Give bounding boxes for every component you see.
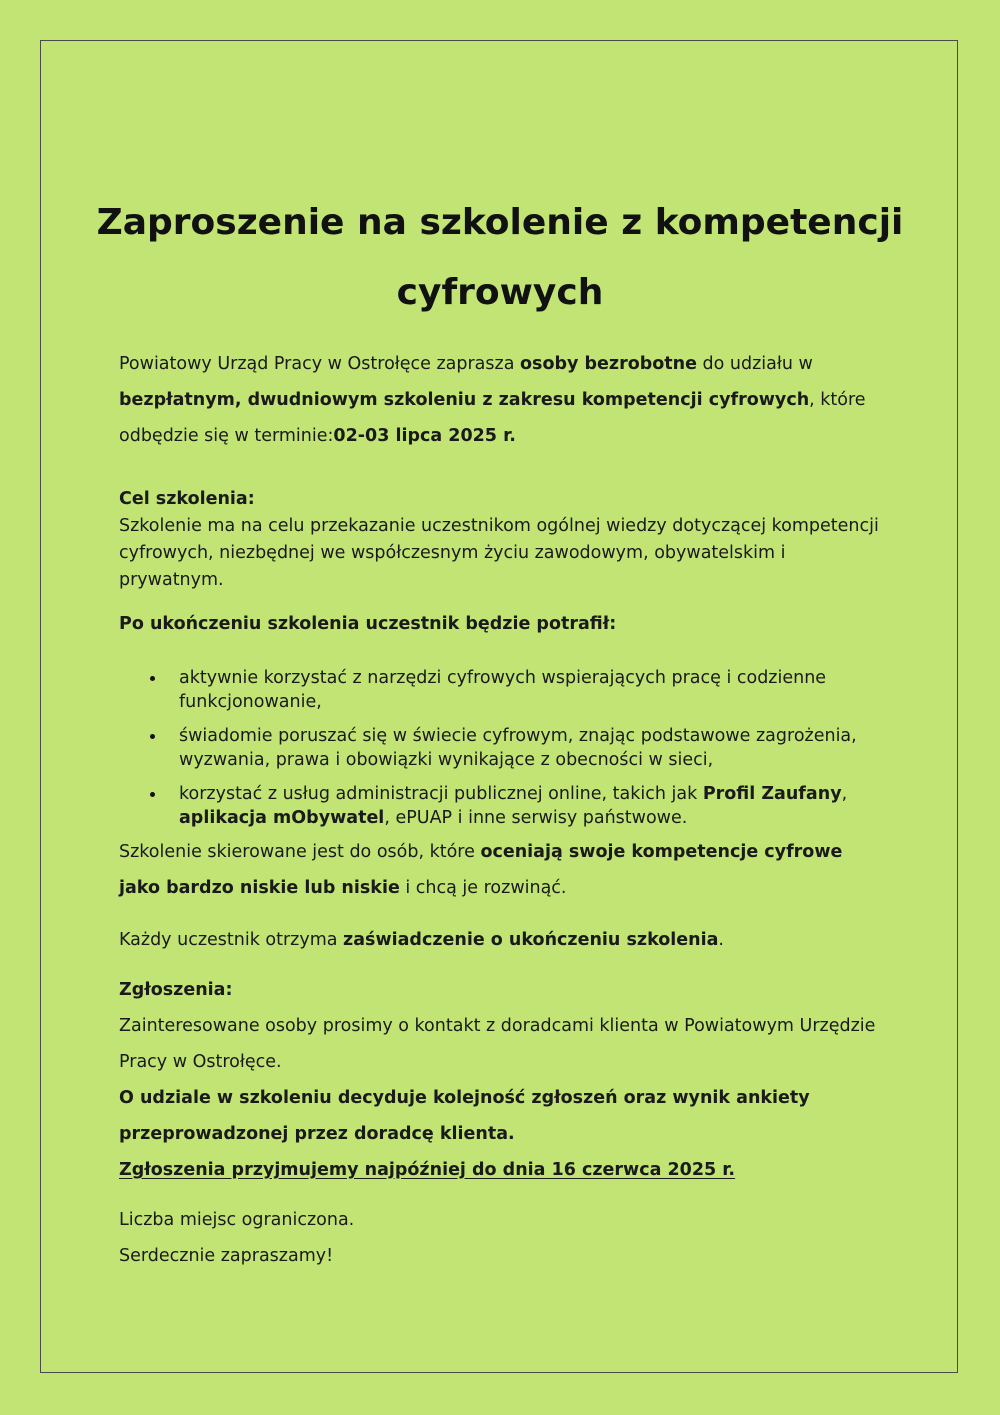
applications-deadline — [119, 1152, 889, 1188]
target-text: i chcą je rozwinąć. — [399, 878, 567, 898]
goal-heading-text: Cel szkolenia: — [119, 489, 255, 509]
intro-bold-audience: osoby bezrobotne — [520, 354, 697, 374]
intro-text: , które odbędzie się w terminie: — [119, 390, 866, 446]
target-bold: oceniają swoje kompetencje cyfrowe jako bardzo niskie lub niskie — [119, 842, 843, 898]
list-item-text: , — [841, 784, 848, 804]
intro-paragraph — [119, 346, 889, 454]
intro-bold-training: bezpłatnym, dwudniowym szkoleniu z zakresu kompetencji cyfrowych — [119, 390, 810, 410]
intro-text: do udziału w — [696, 354, 813, 374]
list-item-bold: aplikacja mObywatel — [179, 808, 385, 828]
certificate-paragraph — [119, 922, 889, 958]
certificate-text: Każdy uczestnik otrzyma — [119, 930, 344, 950]
closing-line-1: Liczba miejsc ograniczona. — [119, 1210, 355, 1230]
list-item-bold: Profil Zaufany — [702, 784, 842, 804]
goal-heading — [119, 486, 889, 513]
intro-text: Powiatowy Urząd Pracy w Ostrołęce zaprasza — [119, 354, 520, 374]
outcomes-list — [119, 666, 889, 830]
outcomes-heading-text: Po ukończeniu szkolenia uczestnik będzie potrafił: — [119, 614, 617, 634]
target-paragraph — [119, 834, 889, 906]
list-item-text: , ePUAP i inne serwisy państwowe. — [384, 808, 688, 828]
applications-bold-text: O udziale w szkoleniu decyduje kolejność zgłoszeń oraz wynik ankiety przeprowadzonej przez doradcę klienta. — [119, 1088, 810, 1144]
outcomes-heading — [119, 611, 889, 638]
page-title: Zaproszenie na szkolenie z kompetencji cyfrowych — [96, 202, 904, 313]
applications-text: Zainteresowane osoby prosimy o kontakt z doradcami klienta w Powiatowym Urzędzie Pracy w Ostrołęce. — [119, 1016, 876, 1072]
applications-bold — [119, 1080, 889, 1152]
list-item: aktywnie korzystać z narzędzi cyfrowych wspierających pracę i codzienne funkcjonowanie, — [119, 666, 889, 714]
list-item: świadomie poruszać się w świecie cyfrowym, znając podstawowe zagrożenia, wyzwania, prawa i obowiązki wynikające z obecności w sieci, — [119, 724, 889, 772]
target-text: Szkolenie skierowane jest do osób, które — [119, 842, 481, 862]
certificate-text: . — [718, 930, 724, 950]
closing-line-2: Serdecznie zapraszamy! — [119, 1246, 334, 1266]
list-item — [119, 782, 889, 830]
document-body — [119, 346, 889, 1274]
applications-heading-text: Zgłoszenia: — [119, 980, 233, 1000]
goal-text: Szkolenie ma na celu przekazanie uczestnikom ogólnej wiedzy dotyczącej kompetencji cyfrowych, niezbędnej we współczesnym życiu zawodowym, obywatelskim i prywatnym. — [119, 516, 879, 590]
intro-bold-date: 02-03 lipca 2025 r. — [333, 426, 516, 446]
list-item-text: korzystać z usług administracji publicznej online, takich jak — [179, 784, 703, 804]
deadline-text: Zgłoszenia przyjmujemy najpóźniej do dnia 16 czerwca 2025 r. — [119, 1160, 736, 1180]
certificate-bold: zaświadczenie o ukończeniu szkolenia — [343, 930, 719, 950]
applications-heading — [119, 972, 889, 1008]
